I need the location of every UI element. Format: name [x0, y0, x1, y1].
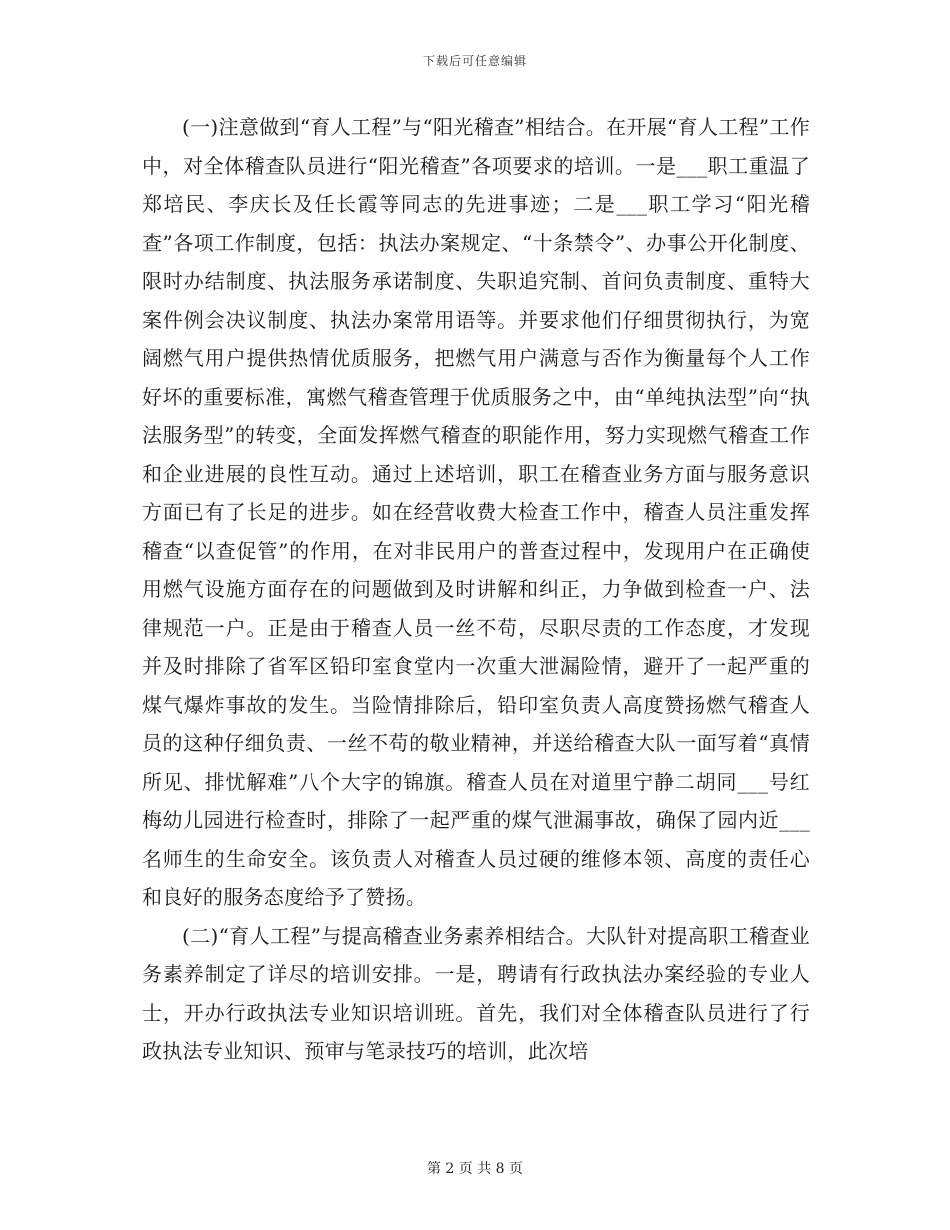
document-body: [142, 108, 810, 1071]
paragraph-2: (二)“育人工程”与提高稽查业务素养相结合。大队针对提高职工稽查业务素养制定了详尽的培训安排。一是，聘请有行政执法办案经验的专业人士，开办行政执法专业知识培训班。首先，我们对全体稽查队员进行了行政执法专业知识、预审与笔录技巧的培训，此次培: [142, 923, 810, 1063]
page-number: 第 2 页 共 8 页: [426, 1161, 524, 1177]
page-header: 下载后可任意编辑: [422, 54, 527, 68]
paragraph-1: (一)注意做到“育人工程”与“阳光稽查”相结合。在开展“育人工程”工作中，对全体稽查队员进行“阳光稽查”各项要求的培训。一是___职工重温了郑培民、李庆长及任长霞等同志的先进事迹；二是___职工学习“阳光稽查”各项工作制度，包括：执法办案规定、“十条禁令”、办事公开化制度、限时办结制度、执法服务承诺制度、失职追究制、首问负责制度、重特大案件例会决议制度、执法办案常用语等。并要求他们仔细贯彻执行，为宽阔燃气用户提供热情优质服务，把燃气用户满意与否作为衡量每个人工作好坏的重要标准，寓燃气稽查管理于优质服务之中，由“单纯执法型”向“执法服务型”的转变，全面发挥燃气稽查的职能作用，努力实现燃气稽查工作和企业进展的良性互动。通过上述培训，职工在稽查业务方面与服务意识方面已有了长足的进步。如在经营收费大检查工作中，稽查人员注重发挥稽查“以查促管”的作用，在对非民用户的普查过程中，发现用户在正确使用燃气设施方面存在的问题做到及时讲解和纠正，力争做到检查一户、法律规范一户。正是由于稽查人员一丝不苟，尽职尽责的工作态度，才发现并及时排除了省军区铅印室食堂内一次重大泄漏险情，避开了一起严重的煤气爆炸事故的发生。当险情排除后，铅印室负责人高度赞扬燃气稽查人员的这种仔细负责、一丝不苟的敬业精神，并送给稽查大队一面写着“真情所见、排忧解难”八个大字的锦旗。稽查人员在对道里宁静二胡同___号红梅幼儿园进行检查时，排除了一起严重的煤气泄漏事故，确保了园内近___名师生的生命安全。该负责人对稽查人员过硬的维修本领、高度的责任心和良好的服务态度给予了赞扬。: [142, 115, 810, 909]
